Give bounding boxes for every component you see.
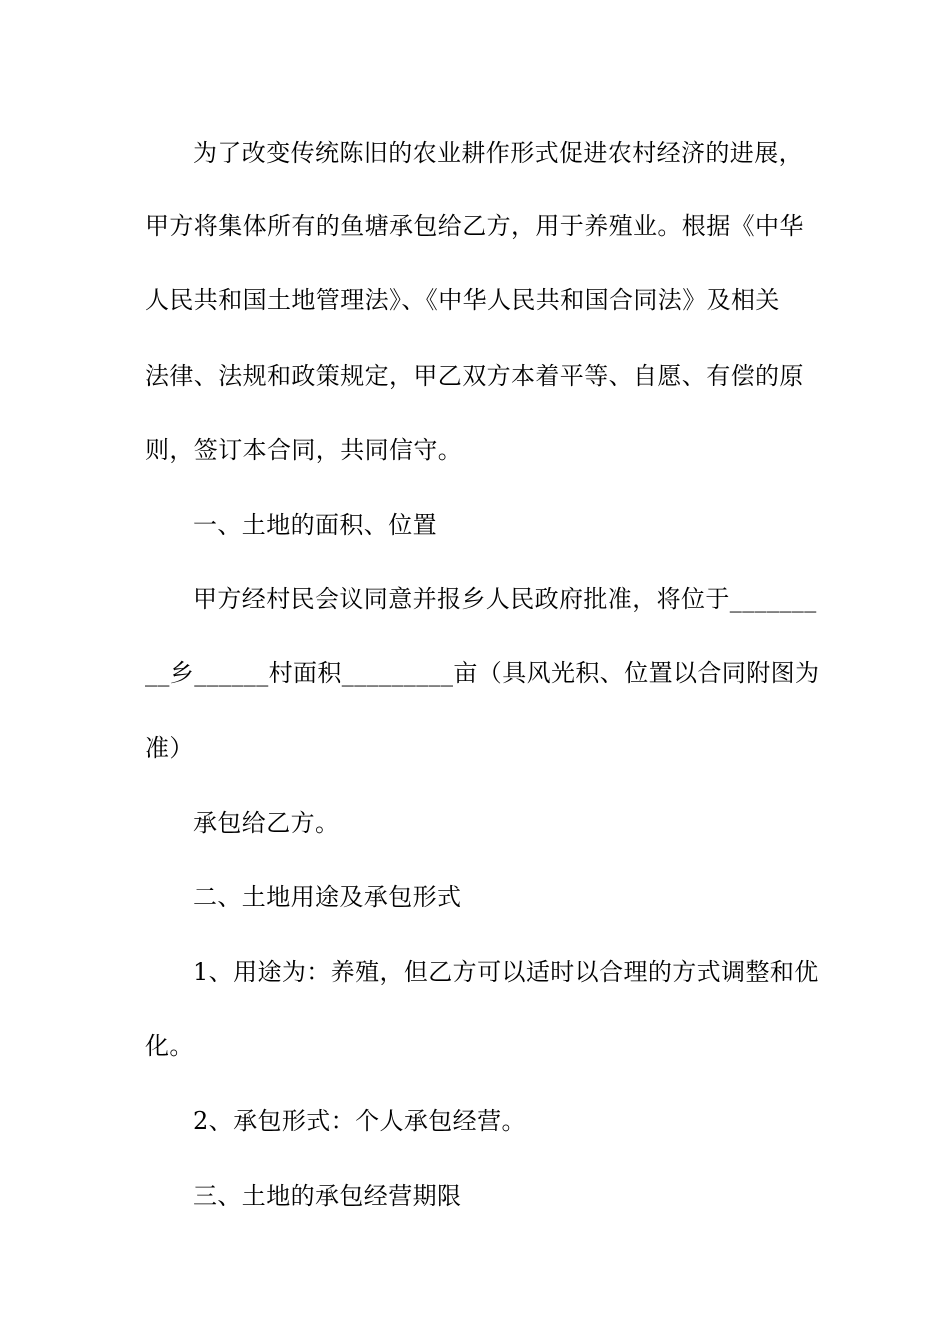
paragraph-line: 甲方将集体所有的鱼塘承包给乙方，用于养殖业。根据《中华 xyxy=(145,212,804,240)
section-heading: 三、土地的承包经营期限 xyxy=(193,1182,462,1210)
paragraph-line: 化。 xyxy=(145,1032,194,1060)
paragraph-line: 准） xyxy=(145,734,194,762)
section-heading: 二、土地用途及承包形式 xyxy=(193,883,462,911)
paragraph-line: 法律、法规和政策规定，甲乙双方本着平等、自愿、有偿的原 xyxy=(145,362,804,390)
paragraph-line: 人民共和国土地管理法》、《中华人民共和国合同法》及相关 xyxy=(145,286,780,314)
paragraph-line: __乡______村面积_________亩（具风光积、位置以合同附图为 xyxy=(145,659,820,687)
paragraph-line: 2、承包形式：个人承包经营。 xyxy=(193,1107,526,1135)
paragraph-line: 则，签订本合同，共同信守。 xyxy=(145,436,463,464)
section-heading: 一、土地的面积、位置 xyxy=(193,511,437,539)
paragraph-line: 甲方经村民会议同意并报乡人民政府批准，将位于_______ xyxy=(193,585,817,613)
paragraph-line: 承包给乙方。 xyxy=(193,809,340,837)
paragraph-line: 为了改变传统陈旧的农业耕作形式促进农村经济的进展， xyxy=(193,139,803,167)
paragraph-line: 1、用途为：养殖，但乙方可以适时以合理的方式调整和优 xyxy=(193,958,819,986)
